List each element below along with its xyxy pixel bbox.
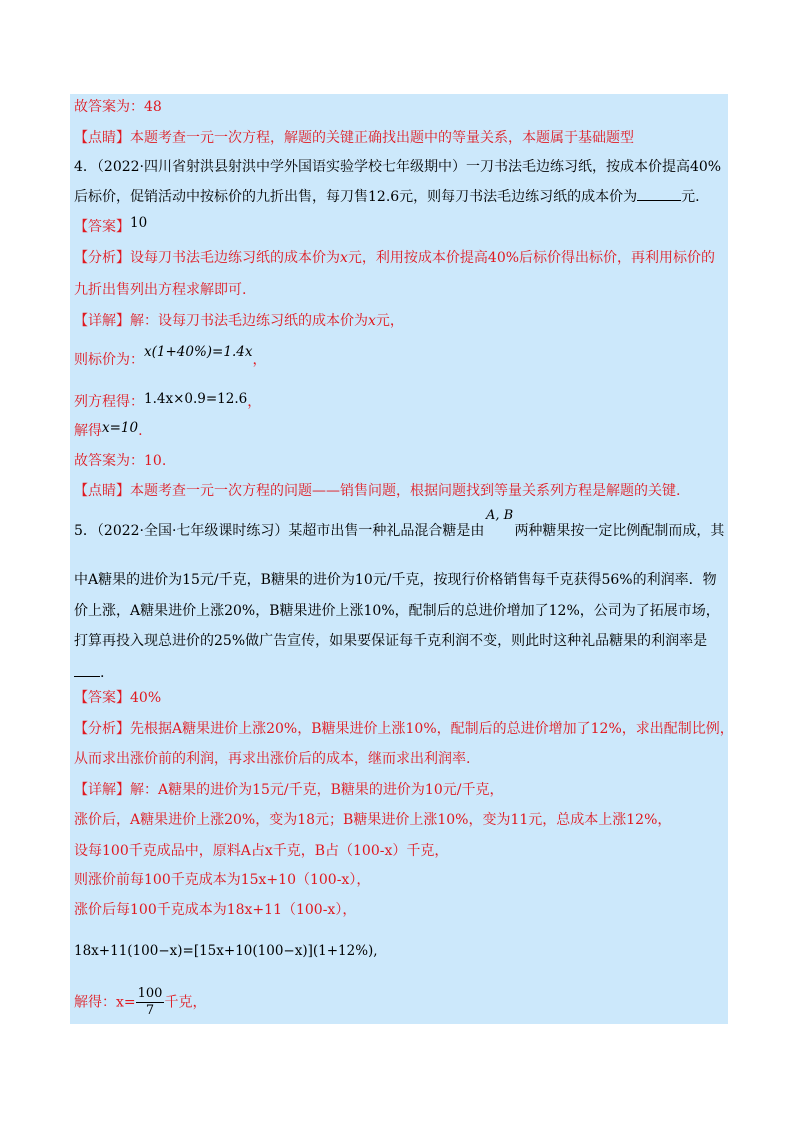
answer-blank xyxy=(74,662,100,677)
punctuation: . xyxy=(100,665,105,681)
answer-line: 故答案为：48 xyxy=(74,99,162,115)
detail-text: 列方程得： xyxy=(74,394,144,410)
math-expression: x(1+40%)=1.4x xyxy=(144,344,253,360)
detail-4-line-5: 故答案为：10. xyxy=(74,453,167,469)
detail-4-line-3 xyxy=(74,392,261,412)
question-text: 两种糖果按一定比例配制而成，其 xyxy=(514,523,725,539)
question-5-line-3: 价上涨，A糖果进价上涨20%，B糖果进价上涨10%，配制后的总进价增加了12%，公司为了拓展市场， xyxy=(74,603,720,619)
analysis-4-line-1 xyxy=(74,248,715,268)
analysis-5-line-2: 从而求出涨价前的利润，再求出涨价后的成本，继而求出利润率. xyxy=(74,751,471,767)
analysis-5-line-1: 【分析】先根据A糖果进价上涨20%，B糖果进价上涨10%，配制后的总进价增加了12%，求出配制比例， xyxy=(74,721,734,737)
variable-x: x xyxy=(340,250,348,266)
equation-line: 18x+11(100−x)=[15x+10(100−x)](1+12%), xyxy=(74,943,378,959)
detail-text: 则标价为： xyxy=(74,352,144,368)
detail-5-line-3: 设每100千克成品中，原料A占x千克，B占（100-x）千克， xyxy=(74,843,449,859)
detail-4-line-4 xyxy=(74,421,143,441)
answer-value: 10 xyxy=(130,215,148,231)
detail-5-line-4: 则涨价前每100千克成本为15x+10（100-x）， xyxy=(74,872,371,888)
solution-unit: 千克， xyxy=(164,994,207,1011)
analysis-4-line-2: 九折出售列出方程求解即可. xyxy=(74,282,247,298)
superscript-label: A, B xyxy=(486,508,514,523)
answer-5-line: 【答案】40% xyxy=(74,690,162,706)
question-4-unit: 元. xyxy=(681,189,700,205)
comment-line: 【点睛】本题考查一元一次方程，解题的关键正确找出题中的等量关系，本题属于基础题型 xyxy=(74,130,634,146)
question-5-line-5 xyxy=(74,662,104,683)
variable-x: x xyxy=(368,313,376,329)
fraction xyxy=(136,986,165,1019)
punctuation: . xyxy=(138,423,143,439)
detail-4-line-2 xyxy=(74,344,267,370)
fraction-denominator: 7 xyxy=(145,1003,155,1018)
comment-4-line: 【点睛】本题考查一元一次方程的问题——销售问题，根据问题找到等量关系列方程是解题的关键. xyxy=(74,483,681,499)
answer-4-line xyxy=(74,217,147,237)
question-5-line-2: 中A糖果的进价为15元/千克，B糖果的进价为10元/千克，按现行价格销售每千克获得56%的利润率．物 xyxy=(74,572,717,588)
math-expression: 1.4x×0.9=12.6 xyxy=(144,391,248,407)
solution-line xyxy=(74,986,206,1019)
detail-5-line-2: 涨价后，A糖果进价上涨20%，变为18元；B糖果进价上涨10%，变为11元，总成本上涨12%， xyxy=(74,812,672,828)
detail-text: 【详解】解：设每刀书法毛边练习纸的成本价为 xyxy=(74,313,368,329)
detail-text: 元， xyxy=(375,313,404,329)
detail-4-line-1 xyxy=(74,311,404,331)
solution-text: 解得：x= xyxy=(74,994,136,1011)
analysis-text: 元，利用按成本价提高40%后标价得出标价，再利用标价的 xyxy=(347,250,716,266)
question-4-line-2 xyxy=(74,186,700,207)
math-expression: x=10 xyxy=(102,420,139,436)
question-4-text: 后标价，促销活动中按标价的九折出售，每刀售12.6元，则每刀书法毛边练习纸的成本价为 xyxy=(74,189,638,205)
answer-blank xyxy=(637,186,681,201)
question-5-line-4: 打算再投入现总进价的25%做广告宣传，如果要保证每千克利润不变，则此时这种礼品糖果的利润率是 xyxy=(74,633,708,649)
detail-text: 解得 xyxy=(74,423,102,439)
fraction-numerator: 100 xyxy=(137,986,163,1001)
question-text: 5．（2022·全国·七年级课时练习）某超市出售一种礼品混合糖是由 xyxy=(74,523,485,539)
punctuation: ， xyxy=(252,352,267,368)
question-4-line-1: 4．（2022·四川省射洪县射洪中学外国语实验学校七年级期中）一刀书法毛边练习纸，按成本价提高40% xyxy=(74,159,722,175)
answer-label: 【答案】 xyxy=(74,219,130,235)
detail-5-line-1: 【详解】解：A糖果的进价为15元/千克，B糖果的进价为10元/千克， xyxy=(74,782,504,798)
punctuation: ， xyxy=(247,394,262,410)
question-5-line-1 xyxy=(74,521,724,541)
analysis-text: 【分析】设每刀书法毛边练习纸的成本价为 xyxy=(74,250,340,266)
detail-5-line-5: 涨价后每100千克成本为18x+11（100-x）， xyxy=(74,902,357,918)
